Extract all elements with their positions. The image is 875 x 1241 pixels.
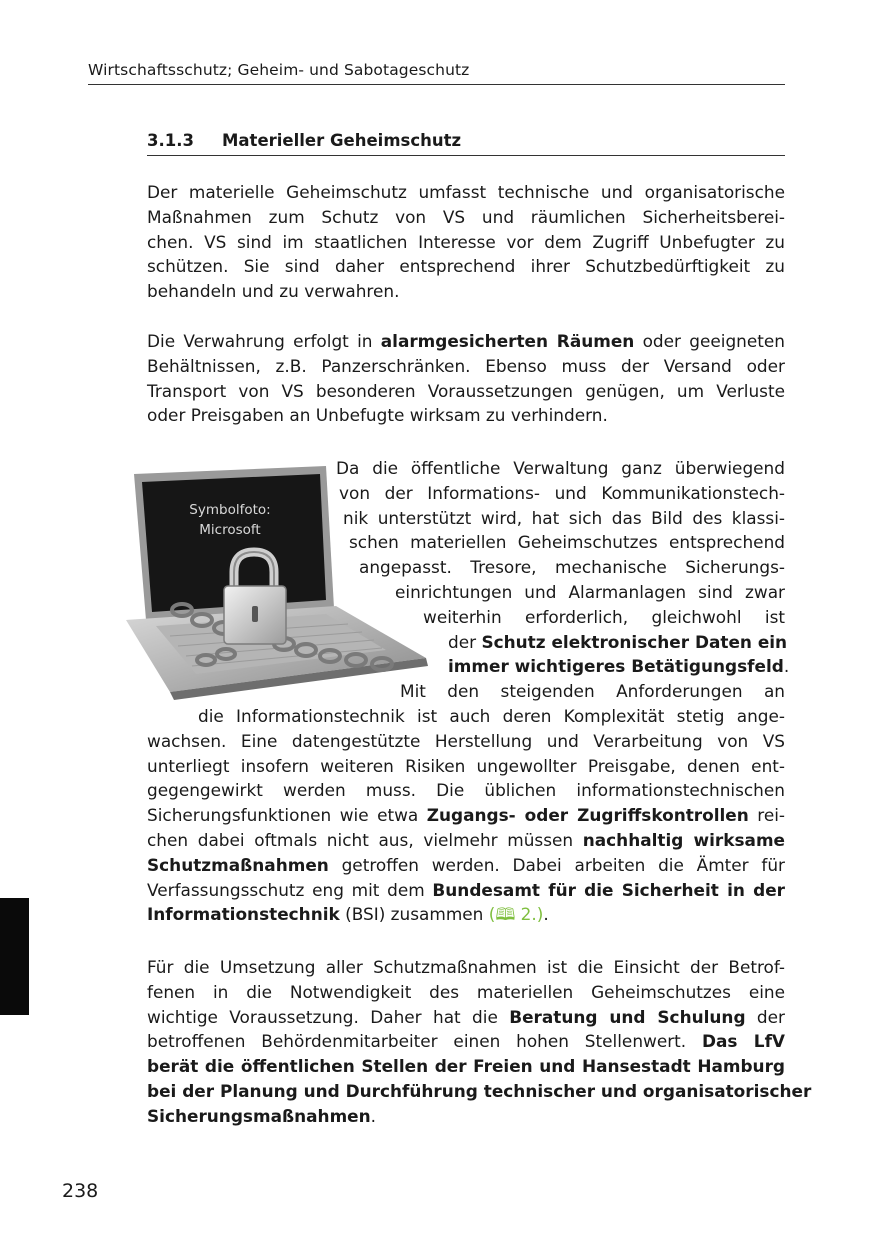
paragraph-awareness bbox=[147, 955, 812, 1129]
caption-line: Symbolfoto: bbox=[189, 502, 271, 518]
paragraph-it-security bbox=[147, 456, 790, 927]
text-line: angepasst. Tresore, mechanische Sicherungs- bbox=[359, 557, 785, 578]
paragraph-intro bbox=[147, 180, 785, 304]
text-line: wachsen. Eine datengestützte Herstellung und Verarbeitung von VS bbox=[147, 730, 785, 751]
text-line: einrichtungen und Alarmanlagen sind zwar bbox=[395, 581, 785, 602]
text-line: Für die Umsetzung aller Schutzmaßnahmen ist die Einsicht der Betrof- bbox=[147, 957, 785, 977]
text-line: Behältnissen, z.B. Panzerschränken. Ebenso muss der Versand oder bbox=[147, 355, 785, 376]
text-line: Die Verwahrung erfolgt in alarmgesicherten Räumen oder geeigneten bbox=[147, 331, 785, 351]
paragraph-storage bbox=[147, 329, 785, 428]
text-line: immer wichtigeres Betätigungsfeld. bbox=[448, 656, 790, 677]
reference-link[interactable]: (🕮 2.) bbox=[488, 904, 544, 925]
text-line: unterliegt insofern weiteren Risiken ungewollter Preisgabe, denen ent- bbox=[147, 755, 785, 776]
bold-term: Bundesamt für die Sicherheit in der bbox=[432, 879, 785, 900]
text-line: nik unterstützt wird, hat sich das Bild des klassi- bbox=[343, 507, 785, 528]
section-number: 3.1.3 bbox=[147, 131, 194, 150]
text-line: chen. VS sind im staatlichen Interesse vor dem Zugriff Unbefugter zu bbox=[147, 231, 785, 252]
bold-term: Schutz elektronischer Daten ein bbox=[481, 631, 788, 652]
text-line: Maßnahmen zum Schutz von VS und räumlichen Sicherheitsberei- bbox=[147, 206, 785, 227]
text-line: Sicherungsfunktionen wie etwa Zugangs- oder Zugriffskontrollen rei- bbox=[147, 805, 786, 826]
text-line: wichtige Voraussetzung. Daher hat die Beratung und Schulung der bbox=[147, 1006, 785, 1027]
text-line: weiterhin erforderlich, gleichwohl ist bbox=[423, 606, 785, 627]
bold-term: nachhaltig wirksame bbox=[582, 829, 785, 850]
text-line: gegengewirkt werden muss. Die üblichen informationstechnischen bbox=[147, 780, 785, 801]
text-line: betroffenen Behördenmitarbeiter einen hohen Stellenwert. Das LfV bbox=[147, 1031, 785, 1052]
text-line: chen dabei oftmals nicht aus, vielmehr müssen nachhaltig wirksame bbox=[147, 829, 785, 850]
text-line: Der materielle Geheimschutz umfasst technische und organisatorische bbox=[147, 182, 785, 202]
bold-term: Sicherungsmaßnahmen bbox=[147, 1105, 371, 1126]
text-line: schen materiellen Geheimschutzes entsprechend bbox=[349, 532, 785, 553]
text-line: fenen in die Notwendigkeit des materiellen Geheimschutzes eine bbox=[147, 981, 785, 1002]
section-title: Materieller Geheimschutz bbox=[222, 131, 462, 150]
bold-term: alarmgesicherten Räumen bbox=[380, 331, 635, 351]
header-rule bbox=[88, 84, 785, 85]
bold-term: Informationstechnik bbox=[147, 904, 340, 925]
page-number: 238 bbox=[62, 1180, 99, 1202]
bold-term: Beratung und Schulung bbox=[509, 1006, 746, 1027]
text-line: Sicherungsmaßnahmen. bbox=[147, 1105, 377, 1126]
text-line bbox=[147, 1079, 812, 1104]
text-line: von der Informations- und Kommunikationstech- bbox=[339, 482, 785, 503]
section-heading bbox=[147, 131, 461, 150]
text-line: oder Preisgaben an Unbefugte wirksam zu verhindern. bbox=[147, 405, 608, 426]
text-line bbox=[147, 1054, 785, 1079]
text-line: behandeln und zu verwahren. bbox=[147, 281, 400, 302]
caption-line: Microsoft bbox=[199, 522, 261, 538]
text-line: Da die öffentliche Verwaltung ganz überwiegend bbox=[336, 458, 785, 478]
bold-term: Das LfV bbox=[702, 1031, 785, 1052]
text-line: schützen. Sie sind daher entsprechend ihrer Schutzbedürftigkeit zu bbox=[147, 256, 785, 277]
bold-term: berät die öffentlichen Stellen der Freien und Hansestadt Hamburg bbox=[147, 1056, 785, 1077]
bold-term: bei der Planung und Durchführung technischer und organisatorischer bbox=[147, 1080, 812, 1101]
chapter-tab-marker bbox=[0, 898, 29, 1015]
bold-term: Zugangs- oder Zugriffskontrollen bbox=[426, 805, 749, 826]
section-rule bbox=[147, 155, 785, 156]
text-line: Schutzmaßnahmen getroffen werden. Dabei arbeiten die Ämter für bbox=[147, 854, 785, 875]
text-line: Mit den steigenden Anforderungen an bbox=[400, 681, 785, 702]
running-title: Wirtschaftsschutz; Geheim- und Sabotageschutz bbox=[88, 61, 470, 79]
bold-term: Schutzmaßnahmen bbox=[147, 854, 329, 875]
text-line: der Schutz elektronischer Daten ein bbox=[448, 631, 788, 652]
bold-term: immer wichtigeres Betätigungsfeld bbox=[448, 656, 784, 677]
text-line: Verfassungsschutz eng mit dem Bundesamt für die Sicherheit in der bbox=[147, 879, 785, 900]
text-line: Informationstechnik (BSI) zusammen (🕮 2.). bbox=[147, 904, 549, 925]
text-line: Transport von VS besonderen Voraussetzungen genügen, um Verluste bbox=[147, 380, 785, 401]
text-line: die Informationstechnik ist auch deren Komplexität stetig ange- bbox=[198, 705, 785, 726]
